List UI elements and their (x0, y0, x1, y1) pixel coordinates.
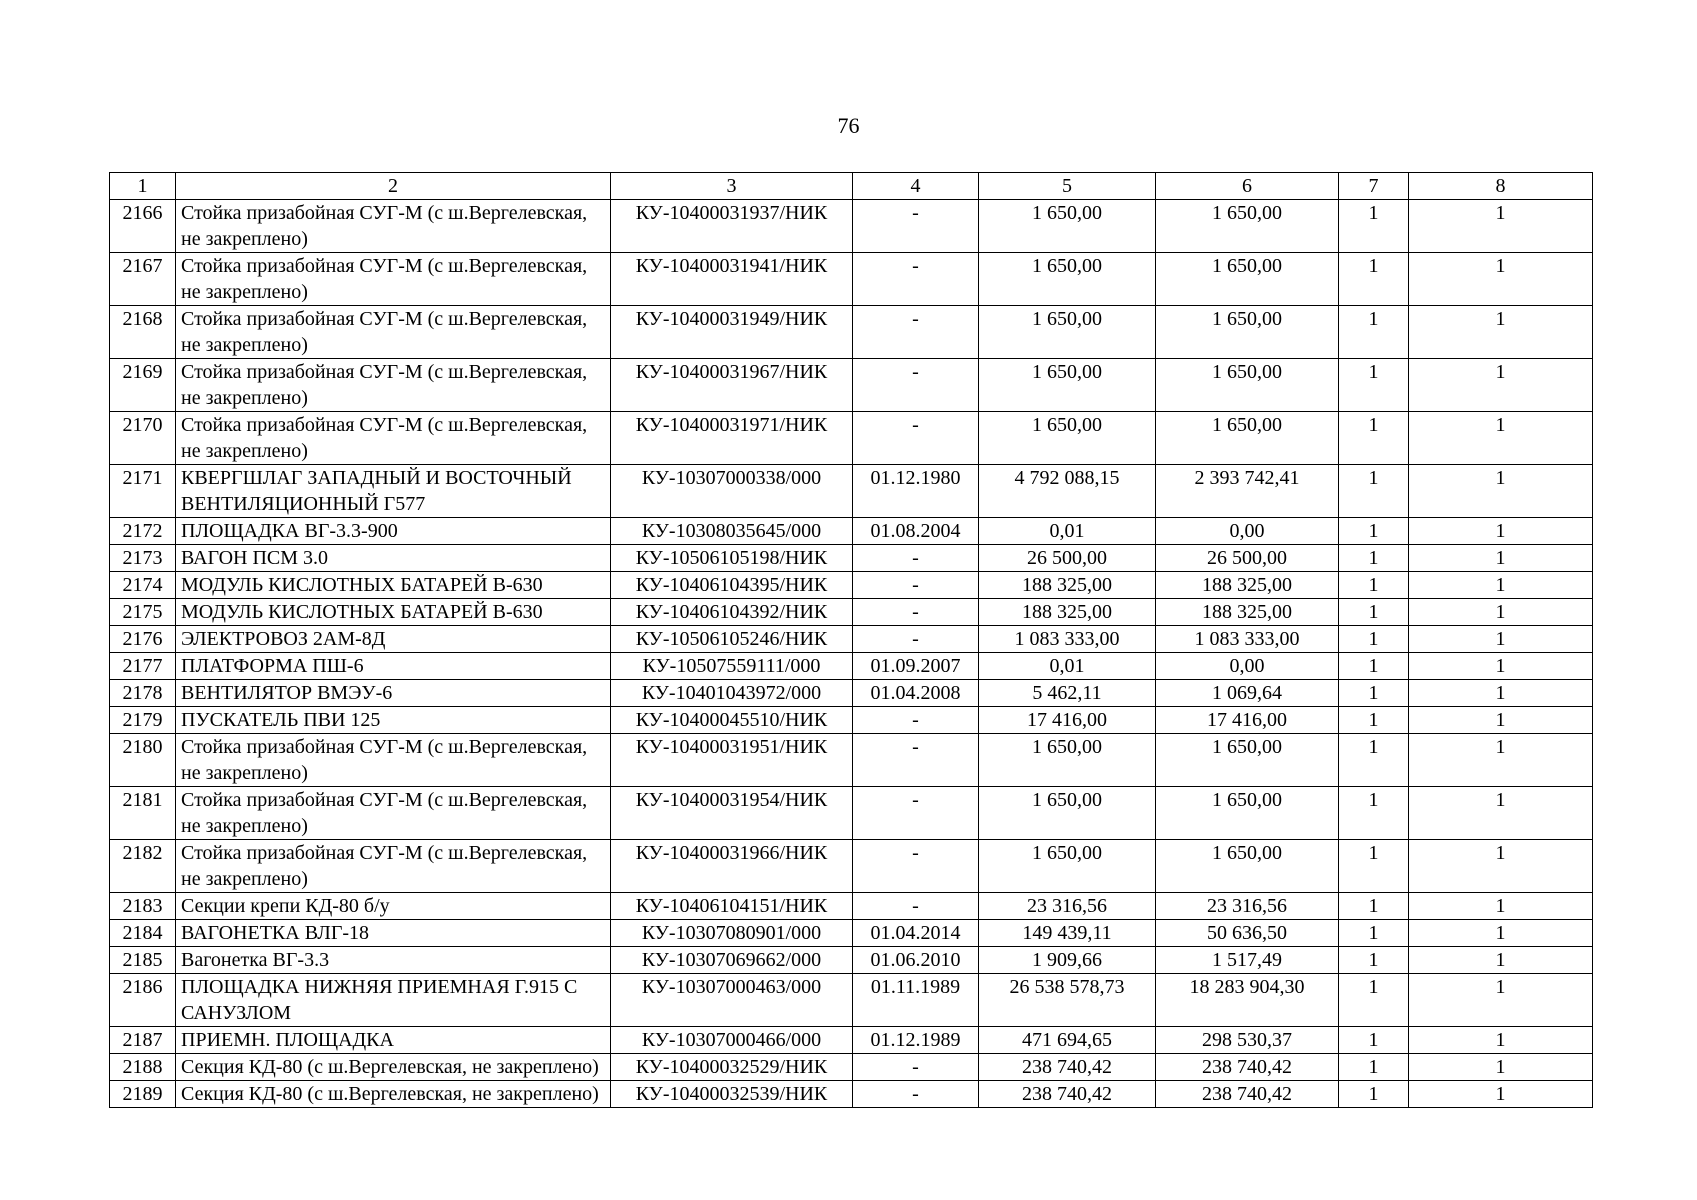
column-8-value: 1 (1409, 947, 1593, 974)
table-row (110, 306, 1593, 359)
initial-cost: 1 650,00 (979, 734, 1156, 787)
column-8-value: 1 (1409, 920, 1593, 947)
column-7-value: 1 (1339, 653, 1409, 680)
item-name: ПЛОЩАДКА ВГ-3.3-900 (176, 518, 611, 545)
column-8-value: 1 (1409, 200, 1593, 253)
inventory-code: КУ-10400031971/НИК (611, 412, 853, 465)
item-name: Секция КД-80 (с ш.Вергелевская, не закреплено) (176, 1054, 611, 1081)
table-row (110, 653, 1593, 680)
header-cell-4: 4 (853, 173, 979, 200)
residual-cost: 2 393 742,41 (1156, 465, 1339, 518)
asset-registry-table (109, 172, 1593, 1108)
table-row (110, 253, 1593, 306)
table-row (110, 200, 1593, 253)
initial-cost: 5 462,11 (979, 680, 1156, 707)
inventory-code: КУ-10406104395/НИК (611, 572, 853, 599)
commission-date: 01.04.2014 (853, 920, 979, 947)
residual-cost: 1 650,00 (1156, 253, 1339, 306)
initial-cost: 0,01 (979, 653, 1156, 680)
column-7-value: 1 (1339, 840, 1409, 893)
initial-cost: 0,01 (979, 518, 1156, 545)
page-number: 76 (837, 113, 860, 138)
commission-date: - (853, 1054, 979, 1081)
commission-date: 01.08.2004 (853, 518, 979, 545)
table-row (110, 1054, 1593, 1081)
inventory-code: КУ-10400031949/НИК (611, 306, 853, 359)
initial-cost: 17 416,00 (979, 707, 1156, 734)
inventory-code: КУ-10507559111/000 (611, 653, 853, 680)
column-7-value: 1 (1339, 787, 1409, 840)
column-7-value: 1 (1339, 359, 1409, 412)
commission-date: 01.12.1989 (853, 1027, 979, 1054)
residual-cost: 1 650,00 (1156, 734, 1339, 787)
commission-date: - (853, 545, 979, 572)
row-number: 2179 (110, 707, 176, 734)
row-number: 2177 (110, 653, 176, 680)
inventory-code: КУ-10406104392/НИК (611, 599, 853, 626)
column-7-value: 1 (1339, 465, 1409, 518)
item-name: ЭЛЕКТРОВОЗ 2АМ-8Д (176, 626, 611, 653)
commission-date: - (853, 412, 979, 465)
residual-cost: 50 636,50 (1156, 920, 1339, 947)
initial-cost: 1 650,00 (979, 200, 1156, 253)
commission-date: - (853, 306, 979, 359)
column-8-value: 1 (1409, 680, 1593, 707)
column-7-value: 1 (1339, 545, 1409, 572)
row-number: 2178 (110, 680, 176, 707)
commission-date: - (853, 599, 979, 626)
table-row (110, 840, 1593, 893)
column-7-value: 1 (1339, 734, 1409, 787)
initial-cost: 1 650,00 (979, 840, 1156, 893)
residual-cost: 1 650,00 (1156, 200, 1339, 253)
column-8-value: 1 (1409, 412, 1593, 465)
commission-date: - (853, 253, 979, 306)
header-cell-8: 8 (1409, 173, 1593, 200)
commission-date: - (853, 787, 979, 840)
residual-cost: 1 650,00 (1156, 840, 1339, 893)
table-row (110, 920, 1593, 947)
initial-cost: 188 325,00 (979, 572, 1156, 599)
column-7-value: 1 (1339, 1027, 1409, 1054)
row-number: 2174 (110, 572, 176, 599)
row-number: 2172 (110, 518, 176, 545)
row-number: 2187 (110, 1027, 176, 1054)
table-row (110, 1027, 1593, 1054)
item-name: Секция КД-80 (с ш.Вергелевская, не закреплено) (176, 1081, 611, 1108)
commission-date: - (853, 840, 979, 893)
item-name: Вагонетка ВГ-3.3 (176, 947, 611, 974)
header-cell-1: 1 (110, 173, 176, 200)
item-name: ВЕНТИЛЯТОР ВМЭУ-6 (176, 680, 611, 707)
item-name: Стойка призабойная СУГ-М (с ш.Вергелевская, не закреплено) (176, 200, 611, 253)
commission-date: - (853, 1081, 979, 1108)
column-8-value: 1 (1409, 545, 1593, 572)
residual-cost: 1 069,64 (1156, 680, 1339, 707)
column-7-value: 1 (1339, 947, 1409, 974)
residual-cost: 238 740,42 (1156, 1054, 1339, 1081)
inventory-code: КУ-10506105198/НИК (611, 545, 853, 572)
table-row (110, 359, 1593, 412)
column-8-value: 1 (1409, 518, 1593, 545)
column-8-value: 1 (1409, 359, 1593, 412)
row-number: 2185 (110, 947, 176, 974)
column-7-value: 1 (1339, 253, 1409, 306)
item-name: Стойка призабойная СУГ-М (с ш.Вергелевская, не закреплено) (176, 253, 611, 306)
column-7-value: 1 (1339, 518, 1409, 545)
table-row (110, 680, 1593, 707)
inventory-code: КУ-10307000466/000 (611, 1027, 853, 1054)
commission-date: 01.11.1989 (853, 974, 979, 1027)
commission-date: - (853, 359, 979, 412)
column-8-value: 1 (1409, 465, 1593, 518)
row-number: 2171 (110, 465, 176, 518)
column-8-value: 1 (1409, 253, 1593, 306)
column-8-value: 1 (1409, 1081, 1593, 1108)
table-row (110, 707, 1593, 734)
item-name: Стойка призабойная СУГ-М (с ш.Вергелевская, не закреплено) (176, 412, 611, 465)
initial-cost: 188 325,00 (979, 599, 1156, 626)
column-7-value: 1 (1339, 1054, 1409, 1081)
column-7-value: 1 (1339, 893, 1409, 920)
column-8-value: 1 (1409, 572, 1593, 599)
column-8-value: 1 (1409, 707, 1593, 734)
initial-cost: 1 650,00 (979, 253, 1156, 306)
column-8-value: 1 (1409, 626, 1593, 653)
item-name: Стойка призабойная СУГ-М (с ш.Вергелевская, не закреплено) (176, 734, 611, 787)
initial-cost: 26 538 578,73 (979, 974, 1156, 1027)
commission-date: 01.04.2008 (853, 680, 979, 707)
inventory-code: КУ-10400031967/НИК (611, 359, 853, 412)
initial-cost: 238 740,42 (979, 1054, 1156, 1081)
item-name: Стойка призабойная СУГ-М (с ш.Вергелевская, не закреплено) (176, 840, 611, 893)
residual-cost: 1 650,00 (1156, 306, 1339, 359)
item-name: МОДУЛЬ КИСЛОТНЫХ БАТАРЕЙ В-630 (176, 599, 611, 626)
column-8-value: 1 (1409, 893, 1593, 920)
column-7-value: 1 (1339, 599, 1409, 626)
item-name: Стойка призабойная СУГ-М (с ш.Вергелевская, не закреплено) (176, 306, 611, 359)
inventory-code: КУ-10307000463/000 (611, 974, 853, 1027)
residual-cost: 26 500,00 (1156, 545, 1339, 572)
column-7-value: 1 (1339, 626, 1409, 653)
item-name: Стойка призабойная СУГ-М (с ш.Вергелевская, не закреплено) (176, 787, 611, 840)
residual-cost: 1 083 333,00 (1156, 626, 1339, 653)
initial-cost: 1 083 333,00 (979, 626, 1156, 653)
residual-cost: 298 530,37 (1156, 1027, 1339, 1054)
table-row (110, 545, 1593, 572)
row-number: 2184 (110, 920, 176, 947)
column-7-value: 1 (1339, 680, 1409, 707)
column-7-value: 1 (1339, 572, 1409, 599)
column-7-value: 1 (1339, 707, 1409, 734)
initial-cost: 149 439,11 (979, 920, 1156, 947)
inventory-code: КУ-10401043972/000 (611, 680, 853, 707)
row-number: 2186 (110, 974, 176, 1027)
commission-date: 01.12.1980 (853, 465, 979, 518)
item-name: ПЛАТФОРМА ПШ-6 (176, 653, 611, 680)
inventory-code: КУ-10400032529/НИК (611, 1054, 853, 1081)
row-number: 2166 (110, 200, 176, 253)
column-8-value: 1 (1409, 599, 1593, 626)
item-name: Стойка призабойная СУГ-М (с ш.Вергелевская, не закреплено) (176, 359, 611, 412)
inventory-code: КУ-10406104151/НИК (611, 893, 853, 920)
header-cell-7: 7 (1339, 173, 1409, 200)
table-row (110, 893, 1593, 920)
initial-cost: 26 500,00 (979, 545, 1156, 572)
row-number: 2168 (110, 306, 176, 359)
column-7-value: 1 (1339, 1081, 1409, 1108)
column-7-value: 1 (1339, 412, 1409, 465)
residual-cost: 238 740,42 (1156, 1081, 1339, 1108)
row-number: 2182 (110, 840, 176, 893)
column-8-value: 1 (1409, 1054, 1593, 1081)
table-row (110, 518, 1593, 545)
column-8-value: 1 (1409, 787, 1593, 840)
initial-cost: 1 650,00 (979, 359, 1156, 412)
header-cell-2: 2 (176, 173, 611, 200)
column-8-value: 1 (1409, 653, 1593, 680)
table-row (110, 734, 1593, 787)
table-header (110, 173, 1593, 200)
table-body (110, 200, 1593, 1108)
header-row (110, 173, 1593, 200)
column-7-value: 1 (1339, 920, 1409, 947)
column-7-value: 1 (1339, 306, 1409, 359)
column-8-value: 1 (1409, 306, 1593, 359)
residual-cost: 1 650,00 (1156, 359, 1339, 412)
item-name: Секции крепи КД-80 б/у (176, 893, 611, 920)
initial-cost: 23 316,56 (979, 893, 1156, 920)
initial-cost: 1 650,00 (979, 787, 1156, 840)
initial-cost: 471 694,65 (979, 1027, 1156, 1054)
table-row (110, 1081, 1593, 1108)
table-row (110, 626, 1593, 653)
inventory-code: КУ-10400031954/НИК (611, 787, 853, 840)
row-number: 2183 (110, 893, 176, 920)
item-name: МОДУЛЬ КИСЛОТНЫХ БАТАРЕЙ В-630 (176, 572, 611, 599)
row-number: 2169 (110, 359, 176, 412)
residual-cost: 18 283 904,30 (1156, 974, 1339, 1027)
initial-cost: 238 740,42 (979, 1081, 1156, 1108)
inventory-code: КУ-10400031966/НИК (611, 840, 853, 893)
residual-cost: 188 325,00 (1156, 572, 1339, 599)
table-row (110, 572, 1593, 599)
header-cell-5: 5 (979, 173, 1156, 200)
row-number: 2180 (110, 734, 176, 787)
header-cell-3: 3 (611, 173, 853, 200)
initial-cost: 1 650,00 (979, 412, 1156, 465)
inventory-code: КУ-10506105246/НИК (611, 626, 853, 653)
commission-date: - (853, 572, 979, 599)
inventory-code: КУ-10308035645/000 (611, 518, 853, 545)
residual-cost: 188 325,00 (1156, 599, 1339, 626)
item-name: ПЛОЩАДКА НИЖНЯЯ ПРИЕМНАЯ Г.915 С САНУЗЛОМ (176, 974, 611, 1027)
row-number: 2181 (110, 787, 176, 840)
inventory-code: КУ-10400031937/НИК (611, 200, 853, 253)
commission-date: 01.09.2007 (853, 653, 979, 680)
inventory-code: КУ-10307080901/000 (611, 920, 853, 947)
inventory-code: КУ-10400031951/НИК (611, 734, 853, 787)
inventory-code: КУ-10400031941/НИК (611, 253, 853, 306)
item-name: ВАГОН ПСМ 3.0 (176, 545, 611, 572)
table-row (110, 787, 1593, 840)
column-7-value: 1 (1339, 200, 1409, 253)
inventory-code: КУ-10307069662/000 (611, 947, 853, 974)
item-name: ПРИЕМН. ПЛОЩАДКА (176, 1027, 611, 1054)
item-name: ВАГОНЕТКА ВЛГ-18 (176, 920, 611, 947)
commission-date: 01.06.2010 (853, 947, 979, 974)
commission-date: - (853, 626, 979, 653)
row-number: 2189 (110, 1081, 176, 1108)
column-7-value: 1 (1339, 974, 1409, 1027)
commission-date: - (853, 707, 979, 734)
row-number: 2173 (110, 545, 176, 572)
column-8-value: 1 (1409, 840, 1593, 893)
table-row (110, 599, 1593, 626)
table-row (110, 412, 1593, 465)
item-name: ПУСКАТЕЛЬ ПВИ 125 (176, 707, 611, 734)
commission-date: - (853, 893, 979, 920)
initial-cost: 1 650,00 (979, 306, 1156, 359)
table-row (110, 947, 1593, 974)
table-row (110, 465, 1593, 518)
row-number: 2175 (110, 599, 176, 626)
residual-cost: 0,00 (1156, 653, 1339, 680)
residual-cost: 1 517,49 (1156, 947, 1339, 974)
column-8-value: 1 (1409, 734, 1593, 787)
column-8-value: 1 (1409, 1027, 1593, 1054)
header-cell-6: 6 (1156, 173, 1339, 200)
commission-date: - (853, 200, 979, 253)
row-number: 2170 (110, 412, 176, 465)
initial-cost: 4 792 088,15 (979, 465, 1156, 518)
residual-cost: 1 650,00 (1156, 412, 1339, 465)
residual-cost: 1 650,00 (1156, 787, 1339, 840)
row-number: 2176 (110, 626, 176, 653)
inventory-code: КУ-10307000338/000 (611, 465, 853, 518)
inventory-code: КУ-10400045510/НИК (611, 707, 853, 734)
inventory-code: КУ-10400032539/НИК (611, 1081, 853, 1108)
row-number: 2188 (110, 1054, 176, 1081)
residual-cost: 0,00 (1156, 518, 1339, 545)
row-number: 2167 (110, 253, 176, 306)
initial-cost: 1 909,66 (979, 947, 1156, 974)
item-name: КВЕРГШЛАГ ЗАПАДНЫЙ И ВОСТОЧНЫЙ ВЕНТИЛЯЦИОННЫЙ Г577 (176, 465, 611, 518)
residual-cost: 23 316,56 (1156, 893, 1339, 920)
table-row (110, 974, 1593, 1027)
commission-date: - (853, 734, 979, 787)
column-8-value: 1 (1409, 974, 1593, 1027)
residual-cost: 17 416,00 (1156, 707, 1339, 734)
